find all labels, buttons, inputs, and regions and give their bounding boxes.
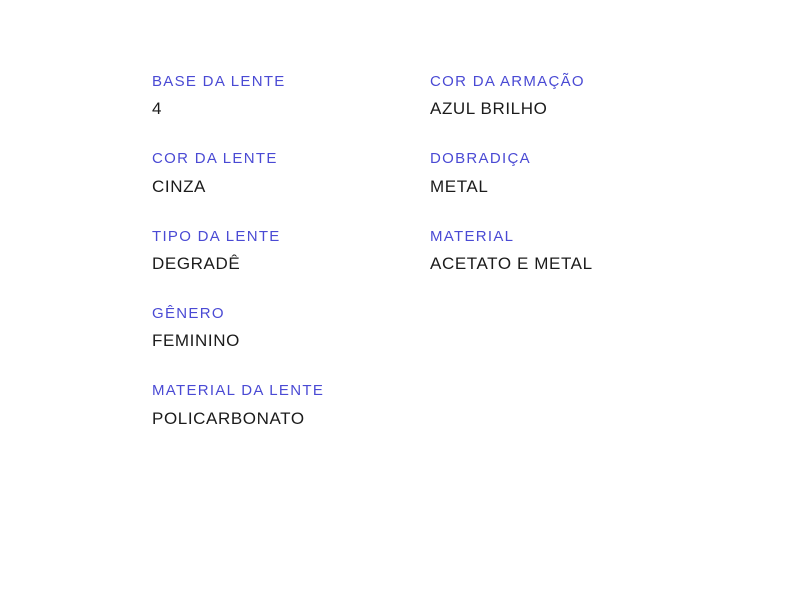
spec-item-tipo-da-lente: [152, 227, 430, 275]
spec-label-dobradica: DOBRADIÇA: [430, 150, 531, 168]
spec-value-material: ACETATO E METAL: [430, 253, 593, 273]
spec-item-material-da-lente: [152, 381, 430, 429]
spec-label-genero: GÊNERO: [152, 305, 225, 323]
spec-item-dobradica: [430, 149, 760, 197]
spec-value-dobradica: METAL: [430, 176, 489, 196]
spec-value-base-da-lente: 4: [152, 99, 163, 119]
spec-value-tipo-da-lente: DEGRADÊ: [152, 253, 241, 273]
spec-value-cor-da-armacao: AZUL BRILHO: [430, 99, 548, 119]
spec-column-left: [152, 72, 430, 459]
spec-value-genero: FEMININO: [152, 331, 240, 351]
spec-item-base-da-lente: [152, 72, 430, 120]
spec-label-material-da-lente: MATERIAL DA LENTE: [152, 382, 325, 400]
spec-label-cor-da-lente: COR DA LENTE: [152, 150, 278, 168]
spec-value-cor-da-lente: CINZA: [152, 176, 206, 196]
spec-label-base-da-lente: BASE DA LENTE: [152, 73, 286, 90]
spec-item-cor-da-armacao: [430, 72, 760, 120]
spec-item-genero: [152, 304, 430, 352]
product-specifications: [152, 72, 772, 459]
spec-item-cor-da-lente: [152, 149, 430, 197]
spec-label-cor-da-armacao: COR DA ARMAÇÃO: [430, 73, 585, 90]
spec-item-material: [430, 227, 760, 275]
spec-label-tipo-da-lente: TIPO DA LENTE: [152, 227, 281, 245]
spec-label-material: MATERIAL: [430, 227, 515, 245]
spec-value-material-da-lente: POLICARBONATO: [152, 408, 305, 428]
spec-column-right: [430, 72, 760, 304]
